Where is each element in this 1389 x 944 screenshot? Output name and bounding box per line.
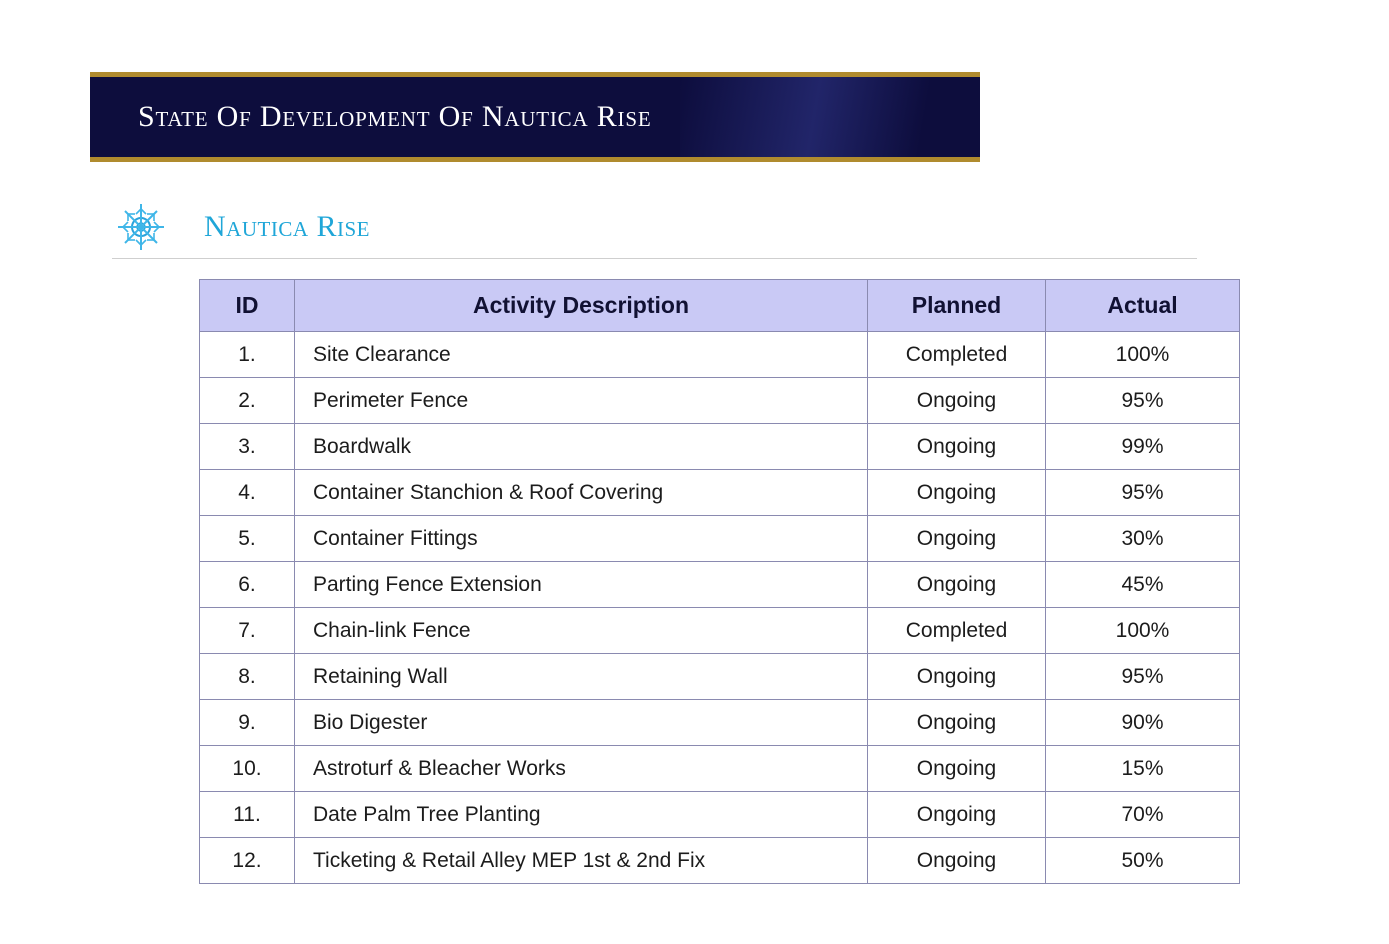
cell-description: Astroturf & Bleacher Works (295, 746, 868, 792)
cell-planned: Completed (868, 332, 1046, 378)
cell-planned: Ongoing (868, 792, 1046, 838)
cell-planned: Ongoing (868, 562, 1046, 608)
table-header (200, 280, 1240, 332)
cell-description: Date Palm Tree Planting (295, 792, 868, 838)
cell-id: 9. (200, 700, 295, 746)
cell-actual: 99% (1046, 424, 1240, 470)
cell-id: 6. (200, 562, 295, 608)
cell-id: 11. (200, 792, 295, 838)
cell-id: 5. (200, 516, 295, 562)
cell-description: Container Fittings (295, 516, 868, 562)
cell-id: 12. (200, 838, 295, 884)
page-title: State Of Development Of Nautica Rise (138, 100, 652, 133)
cell-description: Container Stanchion & Roof Covering (295, 470, 868, 516)
cell-actual: 50% (1046, 838, 1240, 884)
table-row (200, 562, 1240, 608)
cell-actual: 70% (1046, 792, 1240, 838)
table-row (200, 608, 1240, 654)
cell-actual: 95% (1046, 654, 1240, 700)
table-row (200, 378, 1240, 424)
cell-planned: Ongoing (868, 838, 1046, 884)
cell-id: 8. (200, 654, 295, 700)
cell-id: 7. (200, 608, 295, 654)
snowflake-emblem-icon (112, 198, 170, 256)
slide-title-banner (90, 72, 980, 162)
cell-description: Chain-link Fence (295, 608, 868, 654)
cell-planned: Ongoing (868, 654, 1046, 700)
activities-table (199, 279, 1240, 884)
table-row (200, 470, 1240, 516)
table-row (200, 516, 1240, 562)
table-row (200, 700, 1240, 746)
cell-id: 2. (200, 378, 295, 424)
column-header-actual: Actual (1046, 280, 1240, 332)
cell-description: Retaining Wall (295, 654, 868, 700)
cell-planned: Ongoing (868, 516, 1046, 562)
table-row (200, 654, 1240, 700)
cell-actual: 45% (1046, 562, 1240, 608)
cell-actual: 100% (1046, 608, 1240, 654)
table-row (200, 792, 1240, 838)
cell-description: Bio Digester (295, 700, 868, 746)
cell-description: Parting Fence Extension (295, 562, 868, 608)
cell-description: Perimeter Fence (295, 378, 868, 424)
cell-actual: 100% (1046, 332, 1240, 378)
section-title: Nautica Rise (204, 210, 370, 243)
cell-planned: Ongoing (868, 378, 1046, 424)
cell-id: 10. (200, 746, 295, 792)
cell-planned: Ongoing (868, 746, 1046, 792)
column-header-activity-description: Activity Description (295, 280, 868, 332)
cell-description: Boardwalk (295, 424, 868, 470)
cell-id: 1. (200, 332, 295, 378)
cell-actual: 90% (1046, 700, 1240, 746)
cell-id: 3. (200, 424, 295, 470)
table-body (200, 332, 1240, 884)
cell-description: Site Clearance (295, 332, 868, 378)
cell-planned: Ongoing (868, 424, 1046, 470)
cell-actual: 95% (1046, 470, 1240, 516)
table-header-row (200, 280, 1240, 332)
column-header-id: ID (200, 280, 295, 332)
cell-description: Ticketing & Retail Alley MEP 1st & 2nd Fix (295, 838, 868, 884)
cell-actual: 30% (1046, 516, 1240, 562)
cell-actual: 95% (1046, 378, 1240, 424)
table-row (200, 332, 1240, 378)
column-header-planned: Planned (868, 280, 1046, 332)
activities-table-container (199, 279, 1239, 884)
table-row (200, 746, 1240, 792)
cell-actual: 15% (1046, 746, 1240, 792)
cell-planned: Ongoing (868, 700, 1046, 746)
cell-id: 4. (200, 470, 295, 516)
table-row (200, 424, 1240, 470)
cell-planned: Ongoing (868, 470, 1046, 516)
table-row (200, 838, 1240, 884)
cell-planned: Completed (868, 608, 1046, 654)
section-header (112, 196, 1197, 259)
